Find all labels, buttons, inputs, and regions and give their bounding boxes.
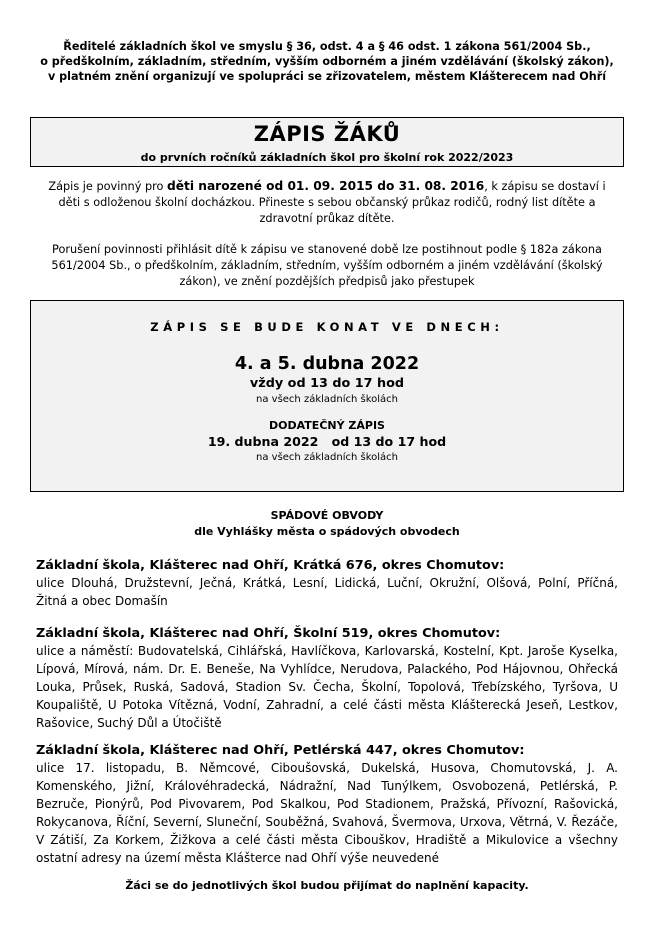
main-place: na všech základních školách	[256, 394, 398, 405]
intro-statement	[30, 39, 624, 84]
obligation-prefix: Zápis je povinný pro	[48, 180, 168, 193]
school-name: Základní škola, Klášterec nad Ohří, Školní 519, okres Chomutov:	[36, 626, 501, 641]
page-title: ZÁPIS ŽÁKŮ	[253, 122, 401, 146]
extra-enrollment-date: 19. dubna 2022 od 13 do 17 hod	[207, 434, 447, 449]
intro-line-2: o předškolním, základním, středním, vyšším odborném a jiném vzdělávání (školský zákon),	[40, 55, 614, 68]
dates-box	[30, 300, 624, 492]
school-section-skolni	[36, 625, 618, 732]
dates-heading: ZÁPIS SE BUDE KONAT VE DNECH:	[150, 320, 504, 334]
obligation-paragraph	[40, 178, 614, 227]
catchment-subtitle: dle Vyhlášky města o spádových obvodech	[194, 525, 460, 538]
school-streets: ulice 17. listopadu, B. Němcové, Ciboušovská, Dukelská, Husova, Chomutovská, J. A. Komenského, Jižní, Královéhradecká, Nádražní, Nad Tunýlkem, Osvobozená, Petlérská, P. Bezruče, Pionýrů, Pod Pivovarem, Pod Skalkou, Pod Stadionem, Pražská, Přívozní, Rašovická, Rokycanova, Říční, Severní, Sluneční, Souběžná, Svahová, Švermova, Urxova, Větrná, V. Řezáče, V Zátiší, Za Korkem, Žižkova a celé části města Cibouškov, Hradiště a Mikulovice a všechny ostatní adresy na území města Klášterce nad Ohří výše neuvedené	[36, 761, 618, 865]
school-streets: ulice Dlouhá, Družstevní, Ječná, Krátká, Lesní, Lidická, Luční, Okružní, Olšová, Polní, Příčná, Žitná a obec Domašín	[36, 576, 618, 608]
school-name: Základní škola, Klášterec nad Ohří, Petlérská 447, okres Chomutov:	[36, 743, 525, 758]
intro-line-3: v platném znění organizují ve spolupráci se zřizovatelem, městem Klášterecem nad Ohří	[47, 70, 607, 83]
capacity-note: Žáci se do jednotlivých škol budou přijímat do naplnění kapacity.	[125, 879, 529, 892]
catchment-heading	[30, 508, 624, 540]
intro-line-1: Ředitelé základních škol ve smyslu § 36, odst. 4 a § 46 odst. 1 zákona 561/2004 Sb.,	[63, 40, 591, 53]
violation-paragraph: Porušení povinnosti přihlásit dítě k zápisu ve stanovené době lze postihnout podle § 182a zákona 561/2004 Sb., o předškolním, základním, středním, vyšším odborném a jiném vzdělávání (školský zákon), ve znění pozdějších předpisů jako přestupek	[51, 243, 603, 288]
obligation-birth-range: děti narozené od 01. 09. 2015 do 31. 08. 2016	[167, 179, 485, 193]
title-box	[30, 117, 624, 167]
extra-enrollment-title: DODATEČNÝ ZÁPIS	[269, 419, 385, 432]
extra-enrollment-place: na všech základních školách	[256, 452, 398, 463]
catchment-title: SPÁDOVÉ OBVODY	[270, 509, 384, 522]
school-section-kratka	[36, 557, 618, 610]
page-subtitle: do prvních ročníků základních škol pro školní rok 2022/2023	[140, 151, 514, 164]
main-time: vždy od 13 do 17 hod	[249, 376, 405, 391]
school-section-petlerska	[36, 742, 618, 867]
school-name: Základní škola, Klášterec nad Ohří, Krátká 676, okres Chomutov:	[36, 558, 505, 573]
main-date: 4. a 5. dubna 2022	[234, 354, 420, 374]
school-streets: ulice a náměstí: Budovatelská, Cihlářská, Havlíčkova, Karlovarská, Kostelní, Kpt. Jaroše Kyselka, Lípová, Mírová, nám. Dr. E. Beneše, Na Vyhlídce, Nerudova, Palackého, Pod Hájovnou, Ohřecká Louka, Průsek, Ruská, Sadová, Stadion Sv. Čecha, Školní, Topolová, Třebízského, Tyršova, U Koupaliště, U Potoka Vítězná, Vodní, Zahradní, a celé části města Klášterecká Jeseň, Lestkov, Rašovice, Suchý Důl a Útočiště	[36, 644, 618, 730]
obligation-suffix: , k zápisu se dostaví i děti s odloženou školní docházkou. Přineste s sebou občanský průkaz rodičů, rodný list dítěte a zdravotní průkaz dítěte.	[58, 180, 606, 225]
